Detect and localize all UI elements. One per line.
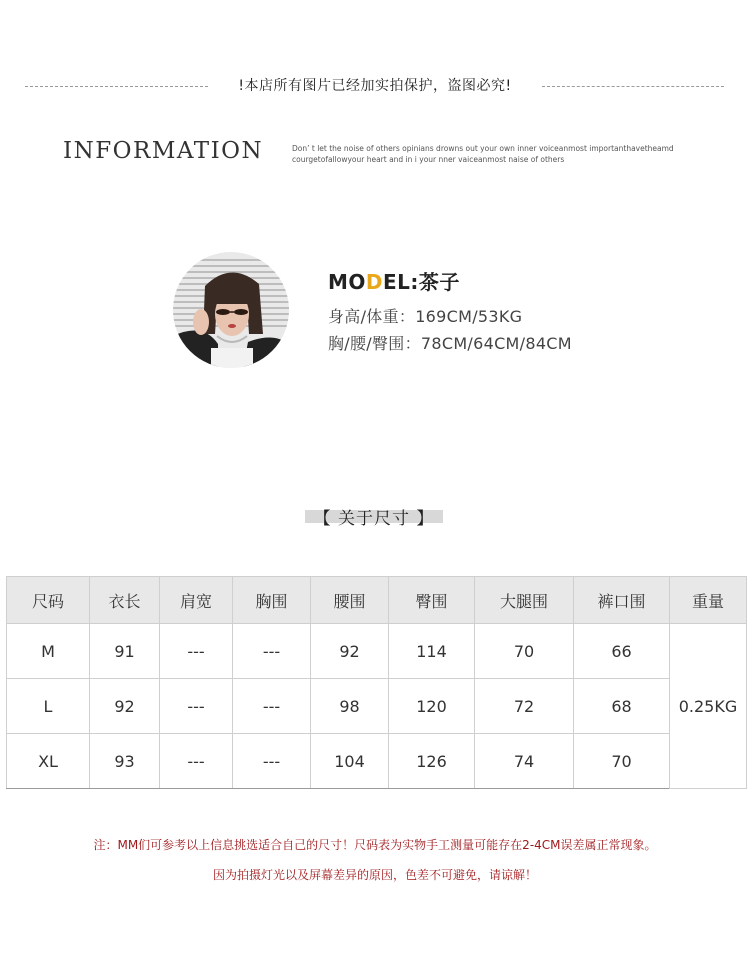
table-cell: --- xyxy=(233,624,311,679)
table-cell: 74 xyxy=(475,734,574,789)
table-cell: 120 xyxy=(389,679,475,734)
header-cell: 肩宽 xyxy=(160,577,233,624)
table-cell: 114 xyxy=(389,624,475,679)
model-label-accent: D xyxy=(365,270,384,294)
table-cell: 70 xyxy=(475,624,574,679)
table-cell: --- xyxy=(160,734,233,789)
table-cell: --- xyxy=(160,624,233,679)
model-measurements: 胸/腰/臀围：78CM/64CM/84CM xyxy=(328,334,572,353)
color-note: 因为拍摄灯光以及屏幕差异的原因，色差不可避免，请谅解！ xyxy=(212,868,537,882)
header-cell: 胸围 xyxy=(233,577,311,624)
table-cell: --- xyxy=(233,734,311,789)
weight-cell: 0.25KG xyxy=(670,624,747,789)
table-row xyxy=(7,734,747,789)
divider-left xyxy=(25,86,208,87)
header-cell: 腰围 xyxy=(311,577,389,624)
size-table xyxy=(6,576,747,789)
table-cell: 104 xyxy=(311,734,389,789)
divider-right xyxy=(542,86,724,87)
table-cell: XL xyxy=(7,734,90,789)
information-description xyxy=(292,143,702,165)
table-cell: 66 xyxy=(574,624,670,679)
size-note: 注：MM们可参考以上信息挑选适合自己的尺寸！尺码表为实物手工测量可能存在2-4CM误差属正常现象。 xyxy=(93,838,657,852)
header-cell: 重量 xyxy=(670,577,747,624)
table-cell: 92 xyxy=(90,679,160,734)
table-cell: L xyxy=(7,679,90,734)
model-title xyxy=(328,266,460,295)
table-cell: 92 xyxy=(311,624,389,679)
header-cell: 大腿围 xyxy=(475,577,574,624)
model-height-weight: 身高/体重：169CM/53KG xyxy=(328,307,523,326)
size-heading: 【 关于尺寸 】 xyxy=(313,509,435,529)
table-cell: 93 xyxy=(90,734,160,789)
model-label-pre: MO xyxy=(328,270,366,294)
table-cell: 91 xyxy=(90,624,160,679)
header-cell: 裤口围 xyxy=(574,577,670,624)
table-row xyxy=(7,624,747,679)
table-header-row xyxy=(7,577,747,624)
table-cell: 70 xyxy=(574,734,670,789)
header-cell: 臀围 xyxy=(389,577,475,624)
table-cell: M xyxy=(7,624,90,679)
table-cell: 72 xyxy=(475,679,574,734)
model-label-post: EL: xyxy=(383,270,419,294)
table-cell: 126 xyxy=(389,734,475,789)
information-title: INFORMATION xyxy=(63,138,264,164)
header-cell: 衣长 xyxy=(90,577,160,624)
copyright-notice: !本店所有图片已经加实拍保护，盗图必究! xyxy=(238,78,512,94)
model-name: 茶子 xyxy=(418,270,460,294)
table-cell: --- xyxy=(160,679,233,734)
table-cell: --- xyxy=(233,679,311,734)
table-row xyxy=(7,679,747,734)
header-cell: 尺码 xyxy=(7,577,90,624)
table-cell: 68 xyxy=(574,679,670,734)
description-line-2: courgetofallowyour heart and in i your nner vaiceanmost naise of others xyxy=(292,155,565,164)
description-line-1: Don’ t let the noise of others opinians drowns out your own inner voiceanmost importanthavetheamd xyxy=(292,144,674,153)
table-cell: 98 xyxy=(311,679,389,734)
model-avatar xyxy=(173,252,289,368)
